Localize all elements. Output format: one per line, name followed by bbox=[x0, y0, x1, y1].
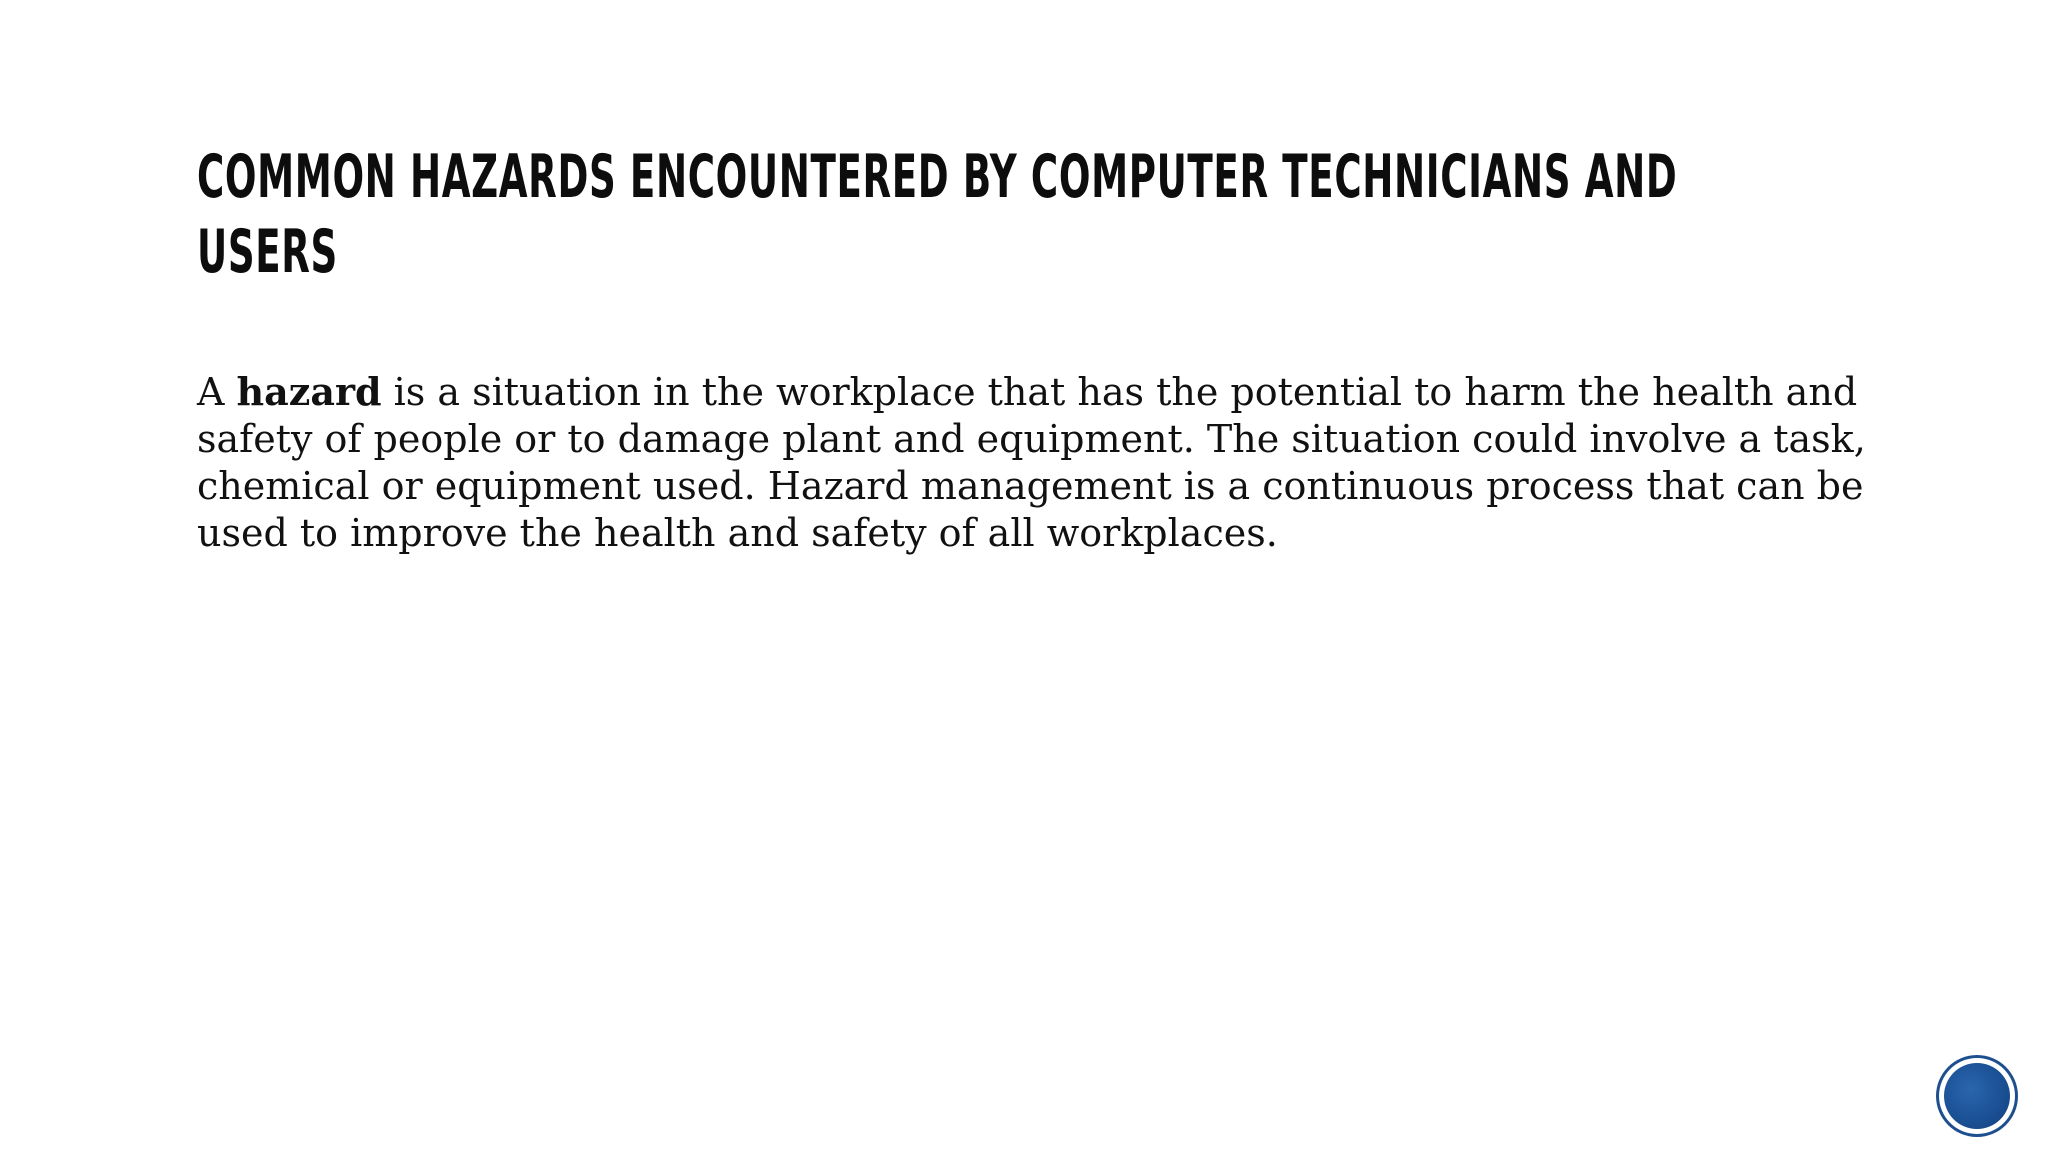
body-term-hazard: hazard bbox=[236, 369, 382, 414]
body-prefix: A bbox=[197, 370, 237, 414]
circle-badge-icon bbox=[1939, 1058, 2015, 1134]
body-text: is a situation in the workplace that has the potential to harm the health and safety of people or to damage plant and equipment. The situation could involve a task, chemical or equipment used. Hazard management is a continuous process that can be used to improve the health and safety of all workplaces. bbox=[197, 370, 1866, 555]
slide-title: COMMON HAZARDS ENCOUNTERED BY COMPUTER TECHNICIANS AND USERS bbox=[197, 142, 1678, 287]
slide-body-paragraph bbox=[197, 368, 1897, 557]
badge-fill bbox=[1944, 1063, 2010, 1129]
